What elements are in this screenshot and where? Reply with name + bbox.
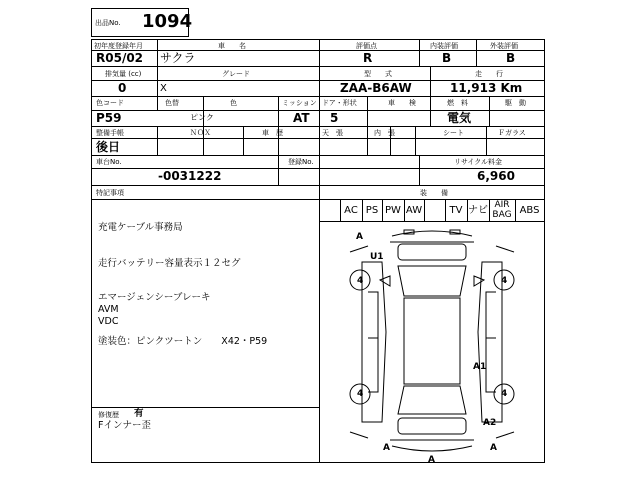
interior-score-label: 内装評価 — [430, 42, 458, 50]
note-line: エマージェンシーブレーキ — [98, 292, 211, 303]
displacement-label: 排気量 (cc) — [105, 70, 142, 78]
equipment-label: 装 備 — [420, 189, 448, 197]
equipment-ac: AC — [344, 205, 358, 216]
damage-mark: A2 — [483, 418, 497, 428]
color-family-value: ピンク — [190, 113, 214, 122]
fuel-label: 燃 料 — [447, 99, 468, 107]
lot-number: 1094 — [142, 11, 193, 32]
recycle-label: リサイクル料金 — [454, 158, 503, 166]
nox-label: ＮＯＸ — [190, 129, 211, 137]
inspection-label: 車 検 — [388, 99, 416, 107]
maintenance-log-label: 整備手帳 — [96, 129, 124, 137]
damage-mark: 4 — [357, 389, 364, 399]
note-line: 走行バッテリー容量表示１２セグ — [98, 258, 241, 269]
reg-date-label: 初年度登録年月 — [94, 42, 143, 50]
damage-mark: 4 — [501, 276, 508, 286]
recycle-value: 6,960 — [477, 169, 515, 183]
chassis-value: -0031222 — [158, 169, 222, 183]
note-line: 充電ケーブル事務局 — [98, 222, 183, 233]
damage-mark: A — [383, 443, 390, 453]
note-line: 塗装色：ピンクツートン X42・P59 — [98, 336, 268, 347]
color-code-label: 色コード — [96, 99, 124, 107]
damage-mark: 4 — [357, 276, 364, 286]
displacement-value: 0 — [118, 81, 127, 95]
damage-mark: U1 — [370, 252, 384, 262]
grade-value: X — [160, 83, 167, 94]
score-label: 評価点 — [356, 42, 377, 50]
equipment-airbag: AIR BAG — [492, 200, 512, 220]
grade-label: グレード — [222, 70, 250, 78]
notes-label: 特記事項 — [96, 189, 124, 197]
equipment-pw: PW — [385, 205, 401, 216]
fuel-value: 電気 — [447, 111, 472, 125]
interior-score-value: B — [442, 51, 452, 65]
mileage-value: 11,913 Km — [450, 81, 523, 95]
doors-value: 5 — [330, 111, 339, 125]
car-diagram — [320, 222, 544, 462]
regno-label: 登録No. — [288, 158, 314, 166]
mileage-label: 走 行 — [475, 70, 503, 78]
car-name-value: サクラ — [160, 51, 196, 65]
chassis-label: 車台No. — [96, 158, 122, 166]
equipment-ps: PS — [365, 205, 379, 216]
exterior-score-value: B — [506, 51, 516, 65]
drive-label: 駆 動 — [505, 99, 526, 107]
doors-label: ドア・形状 — [322, 99, 357, 107]
note-line: VDC — [98, 316, 119, 327]
score-value: R — [363, 51, 373, 65]
model-label: 型 式 — [364, 70, 392, 78]
damage-mark: A — [490, 443, 497, 453]
equipment-navi: ナビ — [468, 205, 488, 216]
color-family-label: 色替 — [165, 99, 179, 107]
damage-mark: A — [356, 232, 363, 242]
interior-trim-label: 内 張 — [374, 129, 395, 137]
damage-mark: A1 — [473, 362, 487, 372]
repair-value: 有 — [134, 408, 144, 419]
color-code-value: P59 — [96, 111, 122, 125]
equipment-tv: TV — [449, 205, 463, 216]
model-value: ZAA-B6AW — [340, 81, 412, 95]
seat-label: シート — [443, 129, 464, 137]
damage-mark: A — [428, 455, 435, 465]
equipment-aw: AW — [405, 205, 423, 216]
exterior-score-label: 外装評価 — [490, 42, 518, 50]
repair-note: Fインナー歪 — [98, 420, 151, 431]
reg-date-value: R05/02 — [96, 51, 144, 65]
repair-label: 修復歴 — [98, 411, 119, 419]
maintenance-log-value: 後日 — [96, 140, 121, 154]
mission-value: AT — [293, 111, 310, 125]
equipment-abs: ABS — [519, 205, 540, 216]
note-line: AVM — [98, 304, 119, 315]
glass-label: Ｆガラス — [498, 129, 526, 137]
car-name-label: 車 名 — [218, 42, 246, 50]
mission-label: ミッション — [282, 99, 317, 107]
history-label: 車 歴 — [262, 129, 283, 137]
color-label: 色 — [230, 99, 237, 107]
damage-mark: 4 — [501, 389, 508, 399]
lot-label: 出品No. — [95, 19, 121, 27]
roof-label: 天 張 — [322, 129, 343, 137]
